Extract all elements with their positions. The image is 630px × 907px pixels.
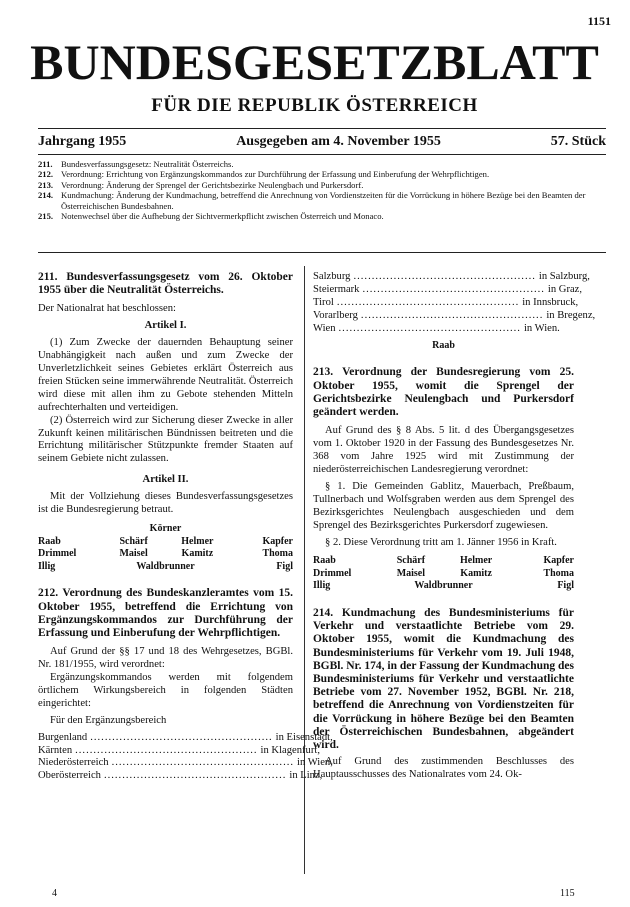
- footer-left-number: 4: [52, 888, 57, 899]
- signature: Helmer: [181, 535, 214, 547]
- toc-number: 211.: [38, 159, 53, 169]
- paragraph: Auf Grund der §§ 17 und 18 des Wehrgesetzes, BGBl. Nr. 181/1955, wird verordnet:: [38, 646, 293, 671]
- signature-row: [38, 561, 293, 574]
- place-seat: in Eisenstadt,: [275, 731, 333, 743]
- place-row: Vorarlberg .................................................. in Bregenz,: [313, 310, 574, 323]
- place-row: Kärnten .................................................. in Klagenfurt,: [38, 745, 293, 758]
- signature: Raab: [38, 535, 61, 547]
- article-number: 213.: [313, 366, 334, 379]
- article-heading: Artikel II.: [142, 474, 189, 486]
- article-211-heading: [38, 271, 293, 297]
- divider: [38, 128, 606, 129]
- place-seat: in Klagenfurt,: [260, 744, 320, 756]
- signature: Drimmel: [313, 567, 352, 579]
- place-row: Burgenland .................................................. in Eisenstadt,: [38, 732, 293, 745]
- signature-head: Körner: [149, 523, 182, 534]
- signature: Schärf: [396, 555, 426, 567]
- toc-number: 212.: [38, 169, 54, 180]
- paragraph: Für den Ergänzungsbereich: [50, 714, 167, 726]
- page-number: 1151: [587, 14, 611, 28]
- article-title: Verordnung der Bundesregierung vom 25. Oktober 1955, womit die Sprengel der Gerichtsbezirke Neulengbach und Purkersdorf geändert werden.: [313, 366, 575, 419]
- issue-line: [38, 134, 606, 150]
- right-column: [313, 271, 596, 782]
- paragraph: Ergänzungskommandos werden mit folgendem örtlichem Wirkungsbereich in folgenden Städten eingerichtet:: [38, 672, 293, 709]
- toc-text: Kundmachung: Änderung der Kundmachung, betreffend die Anrechnung von Vordienstzeiten für die Vorrückung in höhere Bezüge bei den Beamten der Österreichischen Bundesbahnen.: [61, 190, 586, 211]
- toc-text: Verordnung: Errichtung von Ergänzungskommandos zur Durchführung der Erfassung und Einberufung der Wehrpflichtigen.: [61, 169, 490, 180]
- divider: [38, 252, 606, 253]
- article-title: Verordnung des Bundeskanzleramtes vom 15. Oktober 1955, betreffend die Errichtung von Ergänzungskommandos zur Durchführung der Erfassung und Einberufung der Wehrpflichtigen.: [38, 587, 294, 640]
- place-name: Niederösterreich: [38, 757, 109, 769]
- toc-item: [38, 169, 606, 179]
- signature: Thoma: [543, 567, 574, 579]
- signature: Kapfer: [262, 535, 293, 547]
- place-seat: in Graz,: [547, 283, 583, 295]
- paragraph: (1) Zum Zwecke der dauernden Behauptung seiner Unabhängigkeit nach außen und zum Zwecke der Unverletzlichkeit seines Gebietes erklärt Österreich aus freien Stücken seine immerwährende Neutralität. Österreich wird diese mit allen ihm zu Gebote stehenden Mitteln aufrechterhalten und verteidigen.: [38, 337, 293, 413]
- signature-row: [313, 580, 574, 593]
- paragraph: (2) Österreich wird zur Sicherung dieser Zwecke in aller Zukunft keinen militärischen Bündnissen beitreten und die Errichtung militärischer Stützpunkte fremder Staaten auf seinem Gebiete nicht zulassen.: [38, 414, 293, 465]
- signature: Maisel: [119, 548, 148, 560]
- place-name: Salzburg: [313, 271, 351, 282]
- toc-item: [38, 190, 606, 211]
- signature: Helmer: [460, 555, 493, 567]
- place-seat: in Bregenz,: [546, 309, 596, 321]
- article-title: Kundmachung des Bundesministeriums für Verkehr und verstaatlichte Betriebe vom 29. Oktober 1955, womit die Kundmachung des Bundesministeriums für Verkehr vom 19. Juli 1948, BGBl. Nr. 174, in der Fassung der Kundmachung des Bundesministeriums für Verkehr und verstaatlichte Betriebe vom 27. November 1952, BGBl. Nr. 218, betreffend die Anrechnung von Vordienstzeiten für die Vorrückung in höhere Bezüge bei den Beamten der Österreichischen Bundesbahnen, abgeändert wird.: [313, 606, 574, 751]
- table-of-contents: [38, 159, 606, 221]
- place-name: Steiermark: [313, 283, 360, 295]
- place-seat: in Wien,: [297, 757, 333, 769]
- issue-date: Ausgegeben am 4. November 1955: [236, 134, 441, 149]
- toc-item: [38, 180, 606, 190]
- place-row: Tirol .................................................. in Innsbruck,: [313, 297, 574, 310]
- paragraph: § 2. Diese Verordnung tritt am 1. Jänner 1956 in Kraft.: [325, 536, 557, 548]
- signature: Figl: [276, 560, 293, 572]
- signature: Raab: [313, 555, 336, 567]
- place-name: Kärnten: [38, 744, 73, 756]
- place-seat: in Linz,: [289, 770, 323, 782]
- article-number: 214.: [313, 606, 334, 619]
- signature: Maisel: [396, 567, 426, 579]
- signature: Kamitz: [460, 567, 492, 579]
- place-row: Oberösterreich .................................................. in Linz,: [38, 770, 293, 783]
- paragraph: Mit der Vollziehung dieses Bundesverfassungsgesetzes ist die Bundesregierung betraut.: [38, 491, 293, 516]
- toc-item: [38, 159, 606, 169]
- signature: Illig: [38, 560, 56, 572]
- paragraph: § 1. Die Gemeinden Gablitz, Mauerbach, Preßbaum, Tullnerbach und Wolfsgraben werden aus dem Sprengel des Bezirksgerichtes Neulengbach ausgeschieden und dem Sprengel des Bezirksgerichtes Purkersdorf zugewiesen.: [313, 480, 574, 531]
- article-title: Bundesverfassungsgesetz vom 26. Oktober 1955 über die Neutralität Österreichs.: [38, 271, 294, 297]
- article-212-heading: [38, 587, 293, 640]
- place-row: Steiermark .................................................. in Graz,: [313, 284, 574, 297]
- divider: [38, 154, 606, 155]
- paragraph: Auf Grund des § 8 Abs. 5 lit. d des Übergangsgesetzes vom 1. Oktober 1920 in der Fassung des Bundesgesetzes Nr. 368 vom Jahre 1925 wird mit Zustimmung der niederösterreichischen Landesregierung verordnet:: [313, 425, 574, 475]
- signature: Drimmel: [38, 548, 77, 560]
- article-number: 212.: [38, 587, 59, 600]
- place-name: Burgenland: [38, 731, 88, 743]
- place-seat: in Salzburg,: [538, 271, 590, 282]
- signature-row: [313, 568, 574, 581]
- signature-row: [38, 548, 293, 561]
- place-row: Niederösterreich .................................................. in Wien,: [38, 757, 293, 770]
- masthead-subtitle: FÜR DIE REPUBLIK ÖSTERREICH: [151, 95, 478, 116]
- place-name: Oberösterreich: [38, 770, 101, 782]
- place-name: Wien: [313, 322, 336, 334]
- toc-text: Bundesverfassungsgesetz: Neutralität Österreichs.: [61, 159, 234, 169]
- signature-row: [38, 536, 293, 549]
- signature-row: [313, 555, 574, 568]
- signature: Figl: [557, 580, 574, 592]
- place-seat: in Wien.: [523, 322, 560, 334]
- issue-piece: 57. Stück: [550, 134, 606, 149]
- place-name: Vorarlberg: [313, 309, 358, 321]
- toc-number: 214.: [38, 190, 54, 201]
- footer-right-number: 115: [560, 888, 575, 899]
- signature: Waldbrunner: [136, 560, 195, 572]
- place-row: Salzburg .................................................. in Salzburg,: [313, 271, 574, 284]
- issue-year: Jahrgang 1955: [38, 134, 127, 149]
- place-row: Wien .................................................. in Wien.: [313, 323, 574, 336]
- article-213-heading: [313, 366, 574, 419]
- article-214-heading: [313, 607, 574, 752]
- signature: Kapfer: [543, 555, 574, 567]
- toc-text: Notenwechsel über die Aufhebung der Sichtvermerkpflicht zwischen Österreich und Monaco.: [61, 211, 384, 222]
- masthead-title: BUNDESGESETZBLATT: [30, 34, 599, 90]
- signature: Waldbrunner: [414, 580, 473, 592]
- toc-number: 215.: [38, 211, 54, 222]
- signature: Raab: [432, 339, 455, 351]
- toc-number: 213.: [38, 179, 54, 190]
- place-name: Tirol: [313, 296, 334, 308]
- place-seat: in Innsbruck,: [522, 296, 579, 308]
- signature: Thoma: [262, 548, 293, 560]
- toc-item: [38, 211, 606, 221]
- paragraph: Auf Grund des zustimmenden Beschlusses des Hauptausschusses des Nationalrates vom 24. Ok-: [313, 756, 574, 781]
- article-heading: Artikel I.: [144, 320, 187, 332]
- article-number: 211.: [38, 271, 58, 283]
- paragraph: Der Nationalrat hat beschlossen:: [38, 303, 176, 315]
- toc-text: Verordnung: Änderung der Sprengel der Gerichtsbezirke Neulengbach und Purkersdorf.: [61, 179, 364, 190]
- signature: Illig: [313, 580, 331, 592]
- signature: Kamitz: [181, 548, 214, 560]
- signature: Schärf: [119, 535, 148, 547]
